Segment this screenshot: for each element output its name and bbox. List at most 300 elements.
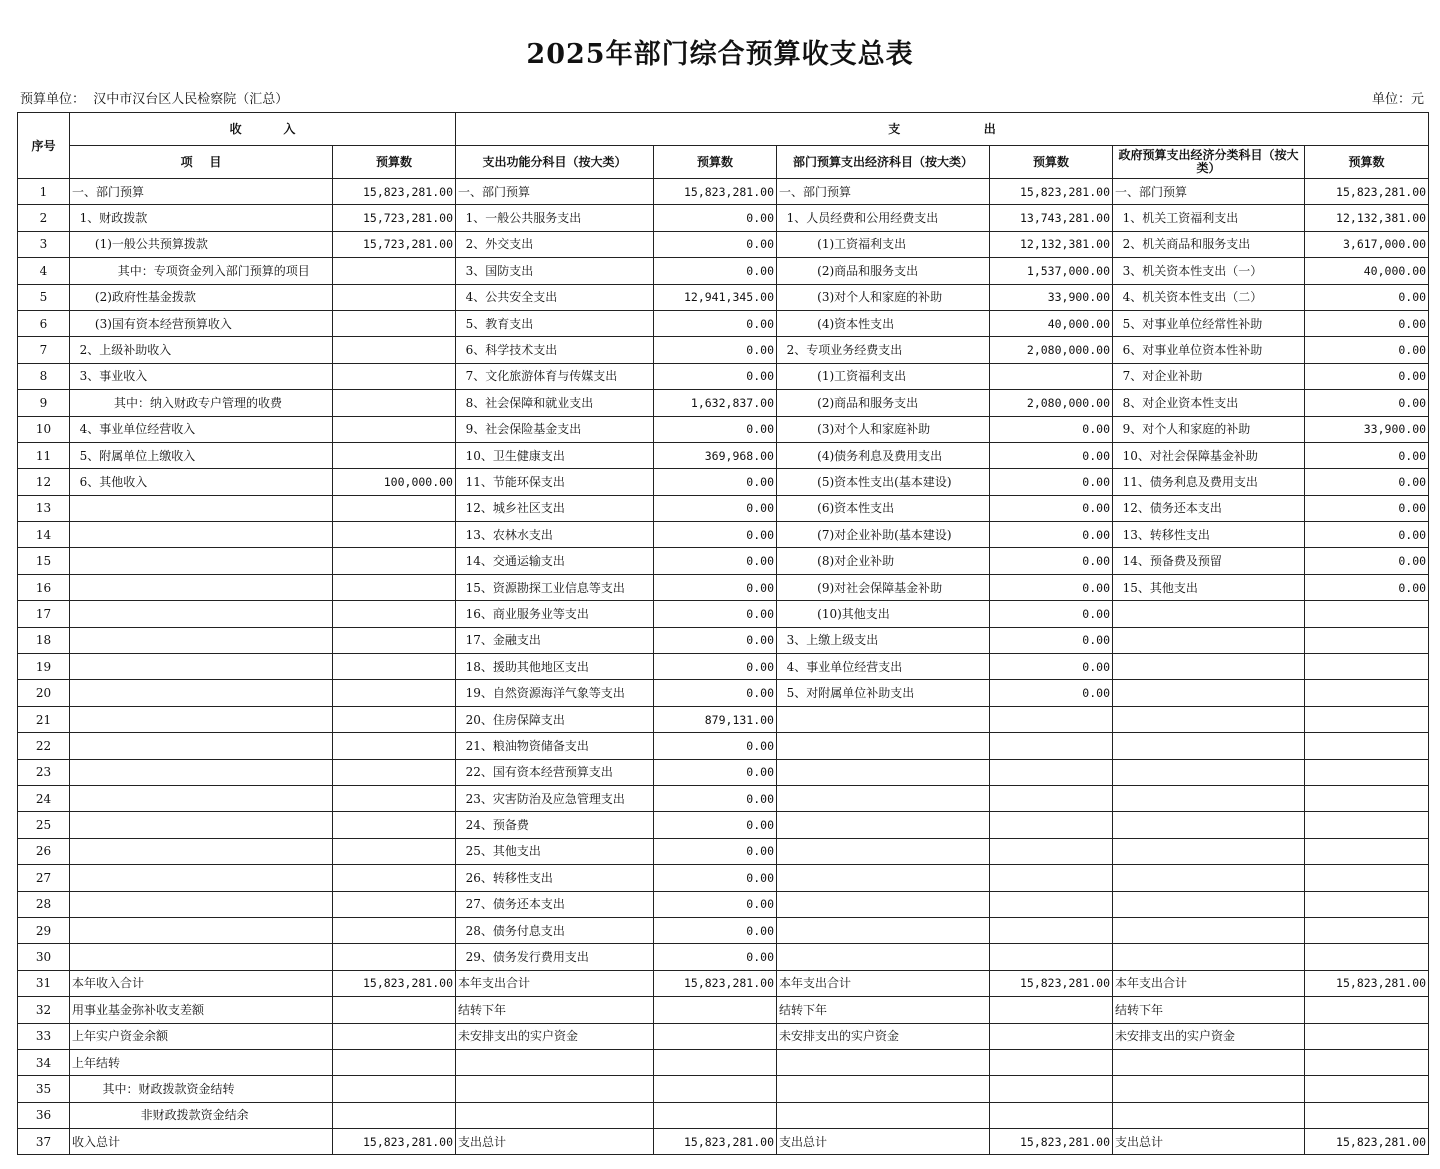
dept-econ-item-cell: 支出总计 xyxy=(777,1129,990,1155)
dept-econ-item-cell: (9)对社会保障基金补助 xyxy=(777,574,990,600)
seq-cell: 30 xyxy=(18,944,70,970)
seq-cell: 27 xyxy=(18,865,70,891)
dept-econ-item-cell: (4)债务利息及费用支出 xyxy=(777,442,990,468)
seq-cell: 1 xyxy=(18,179,70,205)
income-item-cell xyxy=(70,785,333,811)
gov-econ-item-cell: 本年支出合计 xyxy=(1113,970,1305,996)
gov-econ-item-cell xyxy=(1113,654,1305,680)
gov-econ-budget-cell: 0.00 xyxy=(1305,522,1429,548)
func-item-cell: 25、其他支出 xyxy=(456,838,654,864)
gov-econ-item-cell: 结转下年 xyxy=(1113,997,1305,1023)
func-item-cell: 2、外交支出 xyxy=(456,231,654,257)
seq-cell: 7 xyxy=(18,337,70,363)
income-item-cell: 4、事业单位经营收入 xyxy=(70,416,333,442)
income-item-cell: 非财政拨款资金结余 xyxy=(70,1102,333,1128)
func-budget-cell: 15,823,281.00 xyxy=(654,970,777,996)
func-item-cell: 22、国有资本经营预算支出 xyxy=(456,759,654,785)
func-item-cell: 7、文化旅游体育与传媒支出 xyxy=(456,363,654,389)
income-item-cell: 其中：专项资金列入部门预算的项目 xyxy=(70,258,333,284)
func-budget-cell: 0.00 xyxy=(654,601,777,627)
income-budget-cell xyxy=(333,284,456,310)
dept-econ-item-cell: (10)其他支出 xyxy=(777,601,990,627)
income-item-cell xyxy=(70,574,333,600)
seq-cell: 36 xyxy=(18,1102,70,1128)
income-item-cell xyxy=(70,917,333,943)
gov-econ-budget-cell xyxy=(1305,733,1429,759)
income-item-cell: 上年结转 xyxy=(70,1049,333,1075)
dept-econ-budget-cell xyxy=(990,917,1113,943)
dept-econ-budget-cell xyxy=(990,759,1113,785)
seq-cell: 11 xyxy=(18,442,70,468)
dept-econ-item-cell: 5、对附属单位补助支出 xyxy=(777,680,990,706)
func-budget-cell: 0.00 xyxy=(654,548,777,574)
func-item-cell: 本年支出合计 xyxy=(456,970,654,996)
func-budget-cell: 0.00 xyxy=(654,337,777,363)
func-item-cell xyxy=(456,1102,654,1128)
table-row xyxy=(18,970,1429,996)
gov-econ-budget-cell xyxy=(1305,627,1429,653)
table-row xyxy=(18,337,1429,363)
header-dept-econ-budget: 预算数 xyxy=(990,146,1113,179)
income-budget-cell xyxy=(333,310,456,336)
gov-econ-budget-cell: 0.00 xyxy=(1305,363,1429,389)
seq-cell: 32 xyxy=(18,997,70,1023)
seq-cell: 17 xyxy=(18,601,70,627)
gov-econ-item-cell: 9、对个人和家庭的补助 xyxy=(1113,416,1305,442)
dept-econ-item-cell xyxy=(777,865,990,891)
func-budget-cell: 0.00 xyxy=(654,944,777,970)
income-budget-cell xyxy=(333,548,456,574)
gov-econ-item-cell: 14、预备费及预留 xyxy=(1113,548,1305,574)
dept-econ-budget-cell xyxy=(990,1023,1113,1049)
func-budget-cell: 0.00 xyxy=(654,917,777,943)
gov-econ-item-cell: 12、债务还本支出 xyxy=(1113,495,1305,521)
table-row xyxy=(18,759,1429,785)
func-budget-cell: 879,131.00 xyxy=(654,706,777,732)
income-item-cell xyxy=(70,495,333,521)
income-budget-cell: 15,723,281.00 xyxy=(333,231,456,257)
income-budget-cell xyxy=(333,706,456,732)
dept-econ-budget-cell xyxy=(990,1102,1113,1128)
func-item-cell: 23、灾害防治及应急管理支出 xyxy=(456,785,654,811)
income-budget-cell xyxy=(333,733,456,759)
dept-econ-budget-cell: 15,823,281.00 xyxy=(990,1129,1113,1155)
table-row xyxy=(18,1023,1429,1049)
income-budget-cell: 100,000.00 xyxy=(333,469,456,495)
dept-econ-budget-cell: 0.00 xyxy=(990,522,1113,548)
gov-econ-budget-cell: 15,823,281.00 xyxy=(1305,179,1429,205)
seq-cell: 9 xyxy=(18,390,70,416)
dept-econ-budget-cell: 0.00 xyxy=(990,469,1113,495)
gov-econ-budget-cell xyxy=(1305,785,1429,811)
gov-econ-item-cell xyxy=(1113,891,1305,917)
gov-econ-item-cell: 11、债务利息及费用支出 xyxy=(1113,469,1305,495)
header-seq: 序号 xyxy=(18,113,70,179)
dept-econ-budget-cell: 0.00 xyxy=(990,574,1113,600)
income-budget-cell xyxy=(333,495,456,521)
gov-econ-budget-cell xyxy=(1305,865,1429,891)
dept-econ-item-cell xyxy=(777,891,990,917)
dept-econ-item-cell: (5)资本性支出(基本建设) xyxy=(777,469,990,495)
func-budget-cell: 0.00 xyxy=(654,785,777,811)
income-budget-cell xyxy=(333,258,456,284)
income-item-cell: 3、事业收入 xyxy=(70,363,333,389)
gov-econ-item-cell: 13、转移性支出 xyxy=(1113,522,1305,548)
seq-cell: 6 xyxy=(18,310,70,336)
gov-econ-budget-cell xyxy=(1305,601,1429,627)
table-row xyxy=(18,627,1429,653)
gov-econ-budget-cell xyxy=(1305,1049,1429,1075)
income-budget-cell xyxy=(333,1023,456,1049)
seq-cell: 20 xyxy=(18,680,70,706)
budget-summary-table xyxy=(17,112,1429,1155)
dept-econ-budget-cell xyxy=(990,838,1113,864)
func-budget-cell xyxy=(654,1049,777,1075)
func-budget-cell: 15,823,281.00 xyxy=(654,1129,777,1155)
func-item-cell: 16、商业服务业等支出 xyxy=(456,601,654,627)
gov-econ-item-cell xyxy=(1113,759,1305,785)
income-item-cell: 6、其他收入 xyxy=(70,469,333,495)
seq-cell: 26 xyxy=(18,838,70,864)
income-budget-cell xyxy=(333,337,456,363)
func-item-cell: 28、债务付息支出 xyxy=(456,917,654,943)
func-item-cell: 19、自然资源海洋气象等支出 xyxy=(456,680,654,706)
func-item-cell: 3、国防支出 xyxy=(456,258,654,284)
income-budget-cell xyxy=(333,785,456,811)
func-budget-cell xyxy=(654,997,777,1023)
income-budget-cell xyxy=(333,944,456,970)
gov-econ-budget-cell: 15,823,281.00 xyxy=(1305,1129,1429,1155)
gov-econ-item-cell: 8、对企业资本性支出 xyxy=(1113,390,1305,416)
table-row xyxy=(18,680,1429,706)
func-budget-cell: 0.00 xyxy=(654,891,777,917)
gov-econ-budget-cell: 0.00 xyxy=(1305,390,1429,416)
header-func-budget: 预算数 xyxy=(654,146,777,179)
dept-econ-budget-cell: 0.00 xyxy=(990,601,1113,627)
func-budget-cell: 0.00 xyxy=(654,205,777,231)
func-budget-cell: 0.00 xyxy=(654,627,777,653)
income-item-cell: (2)政府性基金拨款 xyxy=(70,284,333,310)
func-budget-cell: 0.00 xyxy=(654,363,777,389)
table-row xyxy=(18,654,1429,680)
income-item-cell xyxy=(70,601,333,627)
seq-cell: 34 xyxy=(18,1049,70,1075)
gov-econ-budget-cell xyxy=(1305,680,1429,706)
table-row xyxy=(18,548,1429,574)
dept-econ-budget-cell: 0.00 xyxy=(990,442,1113,468)
gov-econ-item-cell: 未安排支出的实户资金 xyxy=(1113,1023,1305,1049)
func-budget-cell: 0.00 xyxy=(654,733,777,759)
dept-econ-item-cell: 1、人员经费和公用经费支出 xyxy=(777,205,990,231)
table-row xyxy=(18,284,1429,310)
gov-econ-item-cell xyxy=(1113,944,1305,970)
dept-econ-item-cell: 未安排支出的实户资金 xyxy=(777,1023,990,1049)
seq-cell: 5 xyxy=(18,284,70,310)
func-item-cell: 结转下年 xyxy=(456,997,654,1023)
func-budget-cell: 1,632,837.00 xyxy=(654,390,777,416)
income-budget-cell xyxy=(333,363,456,389)
seq-cell: 13 xyxy=(18,495,70,521)
income-item-cell: 上年实户资金余额 xyxy=(70,1023,333,1049)
func-item-cell: 8、社会保障和就业支出 xyxy=(456,390,654,416)
income-item-cell xyxy=(70,838,333,864)
func-item-cell: 4、公共安全支出 xyxy=(456,284,654,310)
page-title: 2025年部门综合预算收支总表 xyxy=(526,39,914,70)
dept-econ-budget-cell: 40,000.00 xyxy=(990,310,1113,336)
income-budget-cell xyxy=(333,680,456,706)
seq-cell: 37 xyxy=(18,1129,70,1155)
income-item-cell xyxy=(70,680,333,706)
gov-econ-item-cell: 1、机关工资福利支出 xyxy=(1113,205,1305,231)
gov-econ-budget-cell xyxy=(1305,706,1429,732)
header-gov-econ-category: 政府预算支出经济分类科目（按大类） xyxy=(1113,146,1305,179)
seq-cell: 28 xyxy=(18,891,70,917)
dept-econ-item-cell: (2)商品和服务支出 xyxy=(777,390,990,416)
gov-econ-budget-cell: 0.00 xyxy=(1305,310,1429,336)
income-item-cell xyxy=(70,891,333,917)
budget-unit-label: 预算单位： 汉中市汉台区人民检察院（汇总） xyxy=(20,92,289,107)
func-item-cell: 20、住房保障支出 xyxy=(456,706,654,732)
seq-cell: 10 xyxy=(18,416,70,442)
table-row xyxy=(18,733,1429,759)
dept-econ-budget-cell: 0.00 xyxy=(990,416,1113,442)
gov-econ-item-cell xyxy=(1113,1102,1305,1128)
dept-econ-item-cell xyxy=(777,838,990,864)
income-item-cell: (3)国有资本经营预算收入 xyxy=(70,310,333,336)
header-item: 项 目 xyxy=(70,146,333,179)
dept-econ-budget-cell: 0.00 xyxy=(990,680,1113,706)
func-item-cell: 未安排支出的实户资金 xyxy=(456,1023,654,1049)
income-item-cell xyxy=(70,733,333,759)
gov-econ-item-cell xyxy=(1113,601,1305,627)
income-item-cell: 一、部门预算 xyxy=(70,179,333,205)
func-budget-cell: 15,823,281.00 xyxy=(654,179,777,205)
func-budget-cell: 0.00 xyxy=(654,469,777,495)
dept-econ-budget-cell: 15,823,281.00 xyxy=(990,970,1113,996)
gov-econ-budget-cell xyxy=(1305,997,1429,1023)
gov-econ-budget-cell: 0.00 xyxy=(1305,469,1429,495)
gov-econ-item-cell: 6、对事业单位资本性补助 xyxy=(1113,337,1305,363)
seq-cell: 31 xyxy=(18,970,70,996)
dept-econ-item-cell: 一、部门预算 xyxy=(777,179,990,205)
dept-econ-item-cell xyxy=(777,812,990,838)
func-item-cell xyxy=(456,1076,654,1102)
income-budget-cell xyxy=(333,865,456,891)
income-budget-cell xyxy=(333,759,456,785)
gov-econ-item-cell xyxy=(1113,865,1305,891)
dept-econ-item-cell: 本年支出合计 xyxy=(777,970,990,996)
table-row xyxy=(18,205,1429,231)
table-row xyxy=(18,416,1429,442)
func-budget-cell: 369,968.00 xyxy=(654,442,777,468)
income-budget-cell xyxy=(333,654,456,680)
dept-econ-item-cell: 3、上缴上级支出 xyxy=(777,627,990,653)
func-item-cell: 11、节能环保支出 xyxy=(456,469,654,495)
table-row xyxy=(18,891,1429,917)
table-row xyxy=(18,785,1429,811)
func-item-cell: 10、卫生健康支出 xyxy=(456,442,654,468)
seq-cell: 29 xyxy=(18,917,70,943)
func-budget-cell: 0.00 xyxy=(654,310,777,336)
income-budget-cell xyxy=(333,891,456,917)
income-item-cell xyxy=(70,522,333,548)
dept-econ-item-cell xyxy=(777,706,990,732)
income-budget-cell: 15,823,281.00 xyxy=(333,179,456,205)
gov-econ-budget-cell xyxy=(1305,1076,1429,1102)
seq-cell: 15 xyxy=(18,548,70,574)
seq-cell: 12 xyxy=(18,469,70,495)
dept-econ-item-cell xyxy=(777,785,990,811)
income-item-cell xyxy=(70,812,333,838)
func-budget-cell xyxy=(654,1023,777,1049)
table-row xyxy=(18,231,1429,257)
func-budget-cell: 0.00 xyxy=(654,258,777,284)
income-item-cell: 2、上级补助收入 xyxy=(70,337,333,363)
income-item-cell xyxy=(70,706,333,732)
func-item-cell: 15、资源勘探工业信息等支出 xyxy=(456,574,654,600)
gov-econ-item-cell xyxy=(1113,812,1305,838)
seq-cell: 3 xyxy=(18,231,70,257)
func-item-cell: 18、援助其他地区支出 xyxy=(456,654,654,680)
income-item-cell xyxy=(70,759,333,785)
gov-econ-item-cell xyxy=(1113,733,1305,759)
currency-unit-label: 单位：元 xyxy=(1371,92,1424,107)
gov-econ-budget-cell xyxy=(1305,654,1429,680)
table-row xyxy=(18,258,1429,284)
dept-econ-item-cell xyxy=(777,733,990,759)
seq-cell: 18 xyxy=(18,627,70,653)
func-budget-cell: 0.00 xyxy=(654,654,777,680)
seq-cell: 21 xyxy=(18,706,70,732)
seq-cell: 16 xyxy=(18,574,70,600)
func-budget-cell: 0.00 xyxy=(654,231,777,257)
func-budget-cell: 0.00 xyxy=(654,574,777,600)
dept-econ-budget-cell: 12,132,381.00 xyxy=(990,231,1113,257)
dept-econ-item-cell xyxy=(777,1102,990,1128)
func-item-cell: 9、社会保险基金支出 xyxy=(456,416,654,442)
income-budget-cell xyxy=(333,997,456,1023)
gov-econ-item-cell: 4、机关资本性支出（二） xyxy=(1113,284,1305,310)
income-item-cell: 5、附属单位上缴收入 xyxy=(70,442,333,468)
income-item-cell xyxy=(70,548,333,574)
income-item-cell xyxy=(70,627,333,653)
income-budget-cell xyxy=(333,601,456,627)
func-item-cell: 1、一般公共服务支出 xyxy=(456,205,654,231)
func-item-cell: 13、农林水支出 xyxy=(456,522,654,548)
dept-econ-budget-cell xyxy=(990,997,1113,1023)
table-row xyxy=(18,706,1429,732)
table-row xyxy=(18,469,1429,495)
func-item-cell: 26、转移性支出 xyxy=(456,865,654,891)
gov-econ-item-cell: 10、对社会保障基金补助 xyxy=(1113,442,1305,468)
gov-econ-budget-cell xyxy=(1305,1023,1429,1049)
table-row xyxy=(18,812,1429,838)
header-income-budget: 预算数 xyxy=(333,146,456,179)
dept-econ-budget-cell: 2,080,000.00 xyxy=(990,390,1113,416)
table-row xyxy=(18,838,1429,864)
func-item-cell: 6、科学技术支出 xyxy=(456,337,654,363)
gov-econ-budget-cell xyxy=(1305,944,1429,970)
dept-econ-item-cell xyxy=(777,917,990,943)
dept-econ-item-cell xyxy=(777,944,990,970)
gov-econ-item-cell: 5、对事业单位经常性补助 xyxy=(1113,310,1305,336)
income-item-cell xyxy=(70,865,333,891)
table-row xyxy=(18,601,1429,627)
table-body xyxy=(18,179,1429,1155)
income-budget-cell xyxy=(333,390,456,416)
gov-econ-budget-cell: 12,132,381.00 xyxy=(1305,205,1429,231)
func-item-cell: 12、城乡社区支出 xyxy=(456,495,654,521)
func-item-cell: 24、预备费 xyxy=(456,812,654,838)
dept-econ-budget-cell: 0.00 xyxy=(990,654,1113,680)
gov-econ-budget-cell xyxy=(1305,891,1429,917)
seq-cell: 22 xyxy=(18,733,70,759)
table-row xyxy=(18,944,1429,970)
gov-econ-item-cell: 一、部门预算 xyxy=(1113,179,1305,205)
table-row xyxy=(18,442,1429,468)
table-row xyxy=(18,522,1429,548)
dept-econ-budget-cell: 0.00 xyxy=(990,495,1113,521)
header-func-category: 支出功能分科目（按大类） xyxy=(456,146,654,179)
dept-econ-item-cell: (2)商品和服务支出 xyxy=(777,258,990,284)
dept-econ-budget-cell: 33,900.00 xyxy=(990,284,1113,310)
gov-econ-budget-cell xyxy=(1305,838,1429,864)
func-budget-cell: 0.00 xyxy=(654,812,777,838)
func-budget-cell: 0.00 xyxy=(654,759,777,785)
dept-econ-budget-cell xyxy=(990,1076,1113,1102)
income-item-cell: 其中：纳入财政专户管理的收费 xyxy=(70,390,333,416)
header-row-sub xyxy=(18,146,1429,179)
table-row xyxy=(18,997,1429,1023)
seq-cell: 25 xyxy=(18,812,70,838)
income-budget-cell: 15,823,281.00 xyxy=(333,1129,456,1155)
gov-econ-budget-cell: 0.00 xyxy=(1305,337,1429,363)
income-budget-cell: 15,823,281.00 xyxy=(333,970,456,996)
table-row xyxy=(18,574,1429,600)
dept-econ-budget-cell xyxy=(990,706,1113,732)
header-gov-econ-budget: 预算数 xyxy=(1305,146,1429,179)
dept-econ-budget-cell: 13,743,281.00 xyxy=(990,205,1113,231)
dept-econ-budget-cell xyxy=(990,944,1113,970)
func-item-cell: 一、部门预算 xyxy=(456,179,654,205)
dept-econ-budget-cell xyxy=(990,733,1113,759)
income-budget-cell xyxy=(333,522,456,548)
dept-econ-item-cell: (1)工资福利支出 xyxy=(777,363,990,389)
income-budget-cell xyxy=(333,416,456,442)
dept-econ-budget-cell: 15,823,281.00 xyxy=(990,179,1113,205)
table-row xyxy=(18,363,1429,389)
func-item-cell: 14、交通运输支出 xyxy=(456,548,654,574)
func-item-cell: 27、债务还本支出 xyxy=(456,891,654,917)
func-item-cell: 5、教育支出 xyxy=(456,310,654,336)
income-budget-cell xyxy=(333,1076,456,1102)
dept-econ-item-cell xyxy=(777,1076,990,1102)
dept-econ-budget-cell: 0.00 xyxy=(990,627,1113,653)
income-item-cell: 1、财政拨款 xyxy=(70,205,333,231)
gov-econ-budget-cell: 0.00 xyxy=(1305,284,1429,310)
table-row xyxy=(18,390,1429,416)
income-item-cell: (1)一般公共预算拨款 xyxy=(70,231,333,257)
gov-econ-budget-cell: 0.00 xyxy=(1305,495,1429,521)
gov-econ-item-cell xyxy=(1113,680,1305,706)
func-budget-cell: 0.00 xyxy=(654,416,777,442)
dept-econ-budget-cell: 2,080,000.00 xyxy=(990,337,1113,363)
header-income: 收 入 xyxy=(70,113,456,146)
dept-econ-item-cell xyxy=(777,759,990,785)
dept-econ-item-cell: (6)资本性支出 xyxy=(777,495,990,521)
table-row xyxy=(18,1076,1429,1102)
table-row xyxy=(18,1102,1429,1128)
